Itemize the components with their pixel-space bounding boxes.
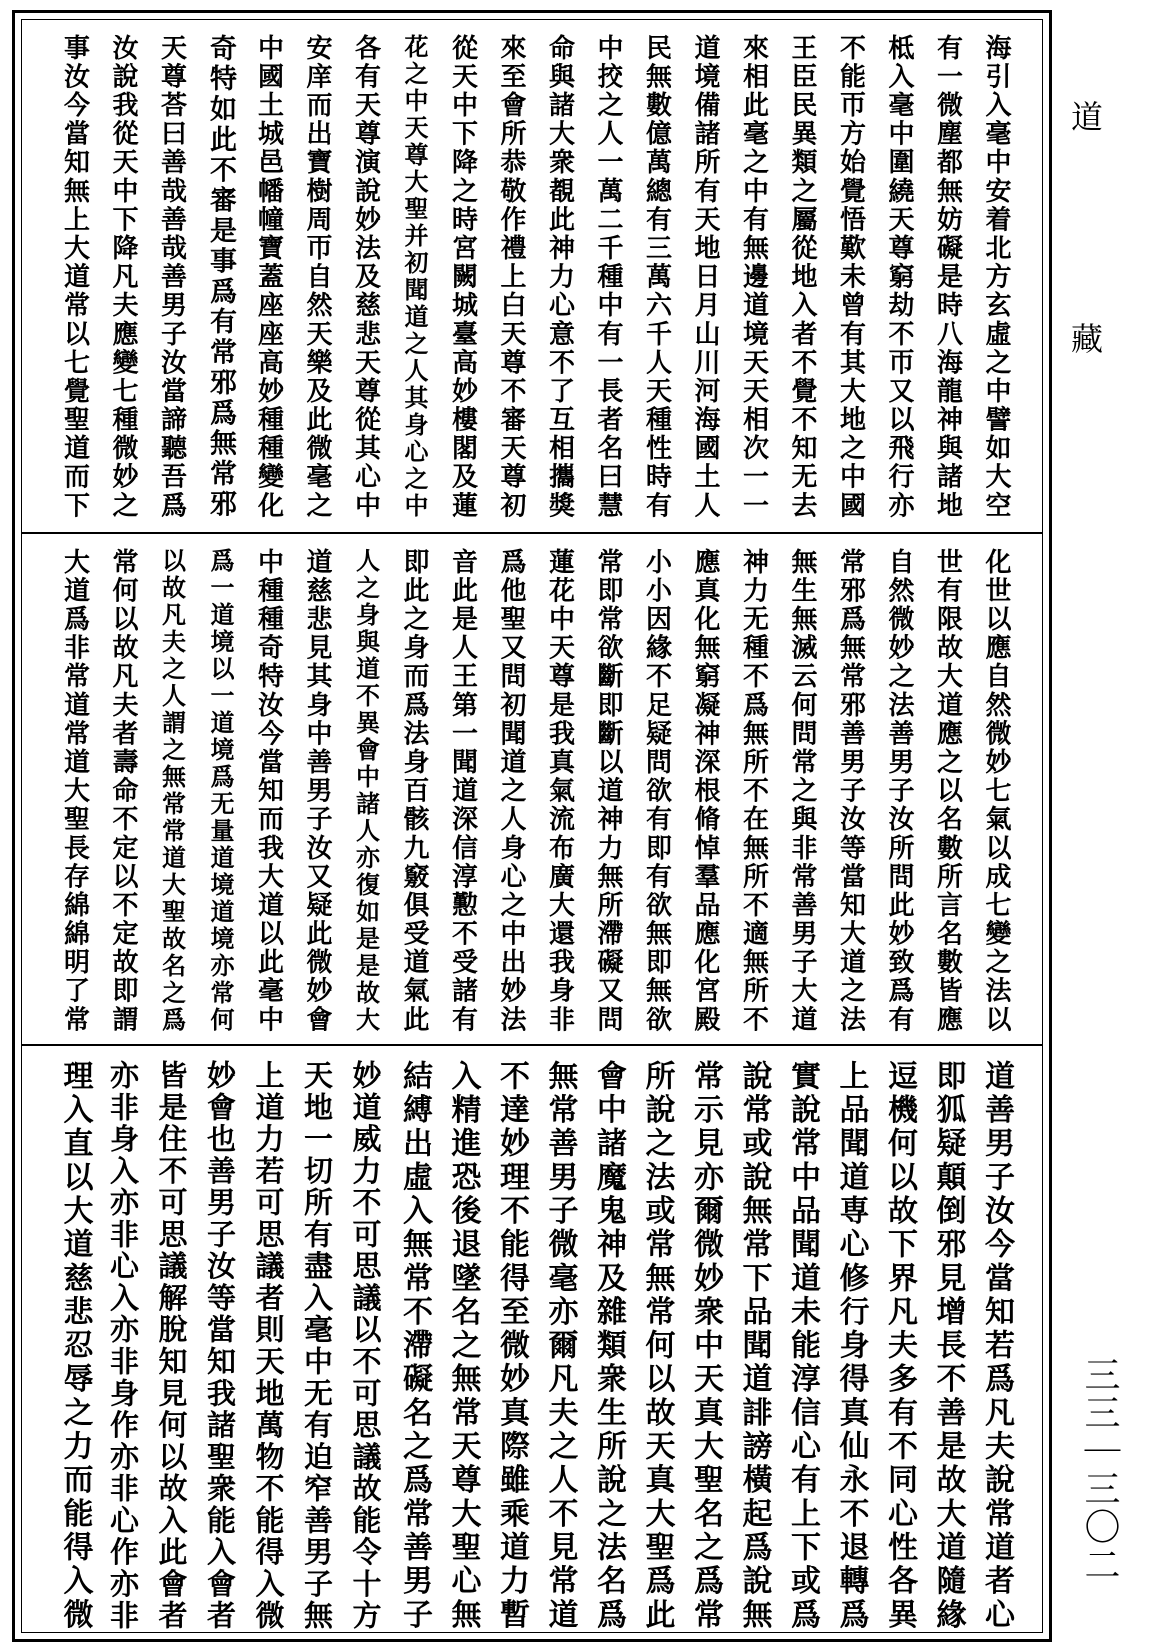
text-column: 海引入毫中安着北方玄虛之中譬如大空 [981,34,1011,520]
text-column: 入精進恐後退墜名之無常天尊大聖心無 [445,1060,481,1632]
text-column: 皆是住不可思議解脫知見何以故入此會者 [154,1060,189,1632]
text-column: 妙道威力不可思議以不可思議故能令十方 [348,1060,383,1632]
text-column: 即此之身而爲法身百骸九竅俱受道氣此 [399,548,429,1034]
text-column: 從天中下降之時宮闕城臺高妙樓閣及蓮 [447,34,478,520]
text-column: 爲他聖又問初聞道之人身心之中出妙法 [496,548,526,1034]
text-column: 人之身與道不異會中諸人亦復如是是故大 [351,548,381,1034]
text-band-1 [22,20,1042,530]
text-column: 以故凡夫之人謂之無常常道大聖故名之爲 [157,548,187,1034]
page-frame [12,10,1052,1642]
text-column: 常何以故凡夫者壽命不定以不定故即謂 [108,548,138,1034]
text-column: 奇特如此不審是事爲有常邪爲無常邪 [205,34,236,520]
text-column: 理入直以大道慈悲忍辱之力而能得入微 [57,1060,93,1632]
text-column: 天地一切所有盡入毫中无有迫窄善男子無 [300,1060,334,1632]
text-column: 即狐疑顛倒邪見增長不善是故大道隨緣 [930,1060,966,1632]
text-column: 中國土城邑幡幢寶蓋座座高妙種種變化 [253,34,284,520]
text-column: 王臣民異類之屬從地入者不覺不知无去 [787,34,817,520]
text-column: 不達妙理不能得至微妙真際雖乘道力暫 [494,1060,529,1632]
text-column: 應真化無窮凝神深根脩悼羣品應化宮殿 [690,548,720,1034]
text-column: 事汝今當知無上大道常以七覺聖道而下 [59,34,90,520]
text-column: 常即常欲斷即斷以道神力無所滯礙又問 [593,548,623,1034]
text-column: 會中諸魔鬼神及雜類衆生所說之法名爲 [591,1060,626,1632]
text-column: 爲一道境以一道境爲无量道境道境亦常何 [206,548,235,1034]
text-column: 道慈悲見其身中善男子汝又疑此微妙會 [302,548,332,1034]
text-column: 亦非身入亦非心入亦非身作亦非心作亦非 [106,1060,140,1632]
text-column: 常邪爲無常邪善男子汝等當知大道之法 [835,548,866,1034]
text-column: 柢入毫中圍繞天尊窮劫不帀又以飛行亦 [884,34,914,520]
text-column: 來至會所恭敬作禮上白天尊不審天尊初 [496,34,526,520]
text-column: 民無數億萬總有三萬六千人天種性時有 [641,34,672,520]
page-number: 三三｜三〇二 [1079,1356,1120,1584]
text-column: 命與諸大衆覩此神力心意不了互相攜獎 [544,34,575,520]
text-column: 逗機何以故下界凡夫多有不同心性各異 [882,1060,917,1632]
text-column: 上品聞道専心修行身得真仙永不退轉爲 [833,1060,869,1632]
text-column: 來相此毫之中有無邊道境天天相次一一 [738,34,769,520]
text-column: 各有天尊演說妙法及慈悲天尊從其心中 [350,34,381,520]
text-column: 道善男子汝今當知若爲凡夫說常道者心 [979,1060,1014,1632]
text-column: 中挍之人一萬二千種中有一長者名曰慧 [593,34,623,520]
text-column: 音此是人王第一聞道深信淳懃不受諸有 [447,548,478,1034]
text-column: 有一微塵都無妨礙是時八海龍神與諸地 [932,34,963,520]
text-column: 天尊荅曰善哉善哉善男子汝當諦聽吾爲 [156,34,187,520]
text-column: 化世以應自然微妙七氣以成七變之法以 [981,548,1011,1034]
text-column: 世有限故大道應之以名數所言名數皆應 [932,548,963,1034]
text-column: 結縛出虛入無常不滯礙名之爲常善男子 [397,1060,432,1632]
text-column: 大道爲非常道常道大聖長存綿綿明了常 [59,548,90,1034]
text-column: 自然微妙之法善男子汝所問此妙致爲有 [884,548,914,1034]
text-column: 汝說我從天中下降凡夫應變七種微妙之 [108,34,138,520]
text-column: 花之中天尊大聖并初聞道之人其身心之中 [400,34,429,520]
text-column: 妙會也善男子汝等當知我諸聖衆能入會者 [203,1060,237,1632]
text-column: 實說常中品聞道未能淳信心有上下或爲 [785,1060,820,1632]
band-2-columns [22,534,1042,1044]
text-area [21,19,1043,1633]
text-column: 中種種奇特汝今當知而我大道以此毫中 [253,548,284,1034]
text-band-2 [22,532,1042,1044]
text-band-3 [22,1044,1042,1642]
text-column: 常示見亦爾微妙衆中天真大聖名之爲常 [688,1060,723,1632]
band-3-columns [22,1046,1042,1642]
text-column: 蓮花中天尊是我真氣流布廣大還我身非 [544,548,575,1034]
text-column: 無常善男子微毫亦爾凡夫之人不見常道 [542,1060,578,1632]
text-column: 道境備諸所有天地日月山川河海國土人 [690,34,720,520]
canon-title: 道藏 [1066,100,1104,544]
text-column: 安庠而出寶樹周帀自然天樂及此微毫之 [302,34,332,520]
text-column: 小小因緣不足疑問欲有即有欲無即無欲 [641,548,672,1034]
text-column: 不能帀方始覺悟歎未曾有其大地之中國 [835,34,866,520]
band-1-columns [22,20,1042,530]
text-column: 神力无種不爲無所不在無所不適無所不 [738,548,769,1034]
text-column: 上道力若可思議者則天地萬物不能得入微 [251,1060,286,1632]
text-column: 無生無滅云何問常之與非常善男子大道 [787,548,817,1034]
text-column: 所說之法或常無常何以故天真大聖爲此 [639,1060,675,1632]
text-column: 說常或說無常下品聞道誹謗橫起爲說無 [736,1060,772,1632]
